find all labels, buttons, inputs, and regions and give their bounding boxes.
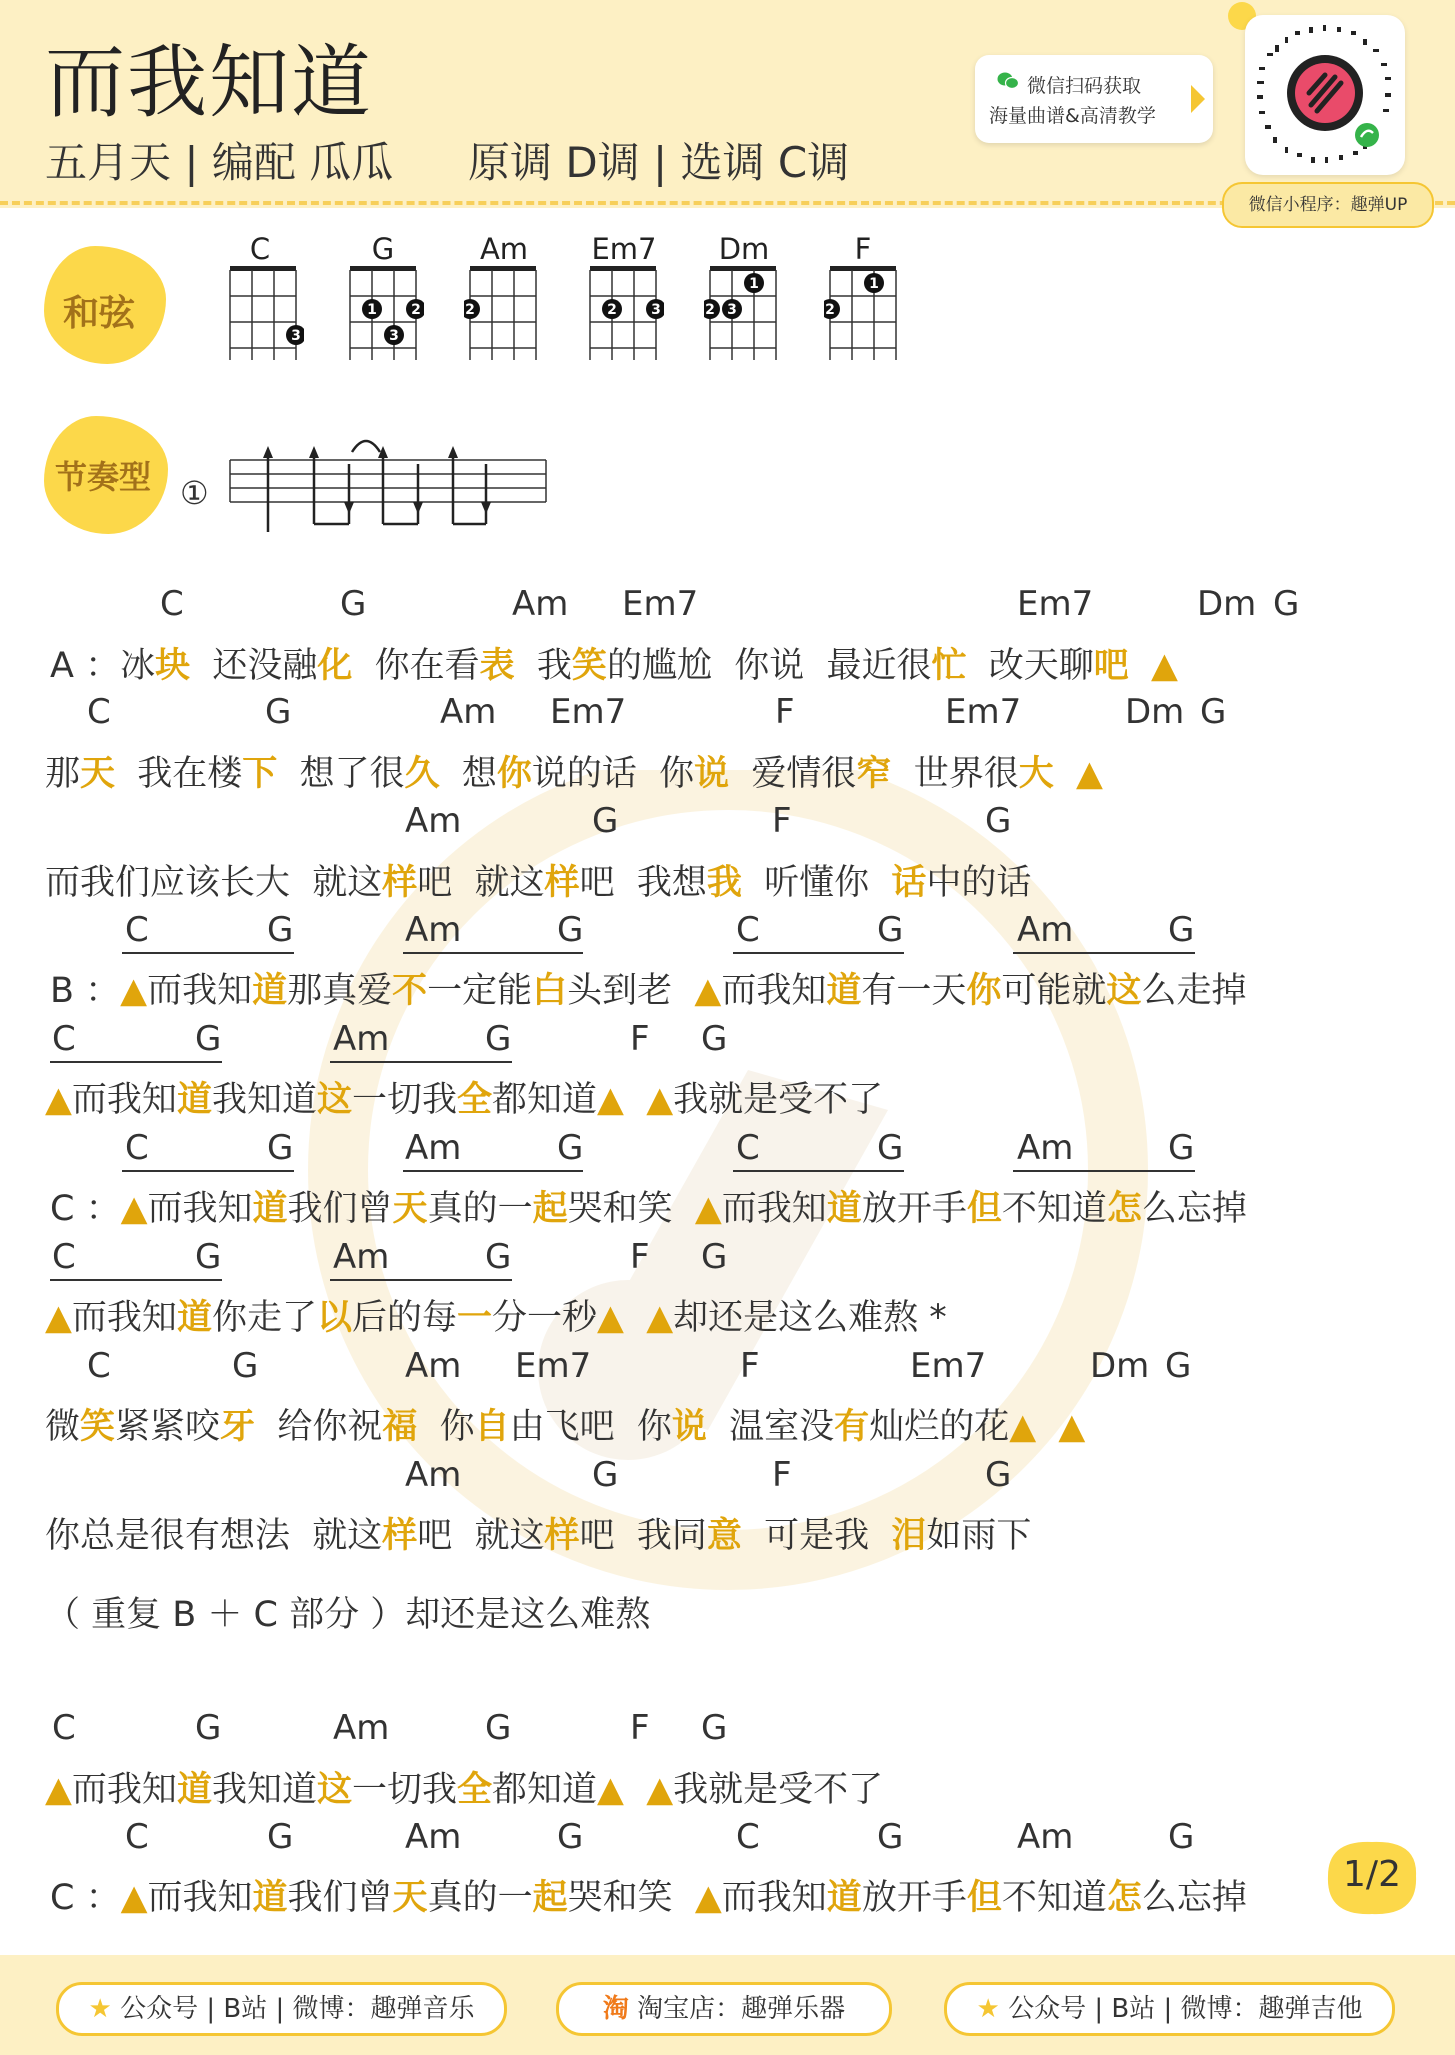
lyric-accent: 道 <box>176 1298 212 1338</box>
lyric-text: 都知道 <box>492 1770 598 1810</box>
lyric-text: 吧 我同 <box>579 1516 707 1556</box>
chord-span-underline <box>1013 1170 1195 1172</box>
chord-label: F <box>740 1346 760 1386</box>
lyric-accent: 久 <box>404 754 440 794</box>
lyric-line <box>45 1762 883 1812</box>
chord-name-g: G <box>371 232 395 266</box>
lyric-text <box>624 1298 646 1338</box>
chevron-right-icon <box>1191 85 1205 113</box>
promo-line-1: 微信扫码获取 <box>1027 75 1142 97</box>
lyric-accent: 道 <box>252 971 288 1011</box>
strum-triangle-icon: ▲ <box>1053 754 1103 794</box>
lyric-accent: 说 <box>671 1407 707 1447</box>
chord-label: G <box>592 801 619 841</box>
lyric-text: 一切我 <box>351 1770 457 1810</box>
lyric-accent: 起 <box>532 1189 568 1229</box>
chord-span-underline <box>733 952 904 954</box>
lyric-accent: 全 <box>457 1770 493 1810</box>
chord-name-em7: Em7 <box>591 232 657 266</box>
chord-label: F <box>772 801 792 841</box>
chord-diagram-am <box>464 262 544 370</box>
lyric-text: 放开手 <box>861 1189 967 1229</box>
lyric-text: 分一秒 <box>492 1298 598 1338</box>
lyric-accent: 表 <box>479 646 515 686</box>
chord-label: C <box>52 1237 76 1277</box>
finger-number: 2 <box>411 302 421 318</box>
chord-label: G <box>701 1237 728 1277</box>
chord-label: Am <box>333 1019 390 1059</box>
chord-label: Em7 <box>515 1346 592 1386</box>
lyric-text <box>624 1080 646 1120</box>
lyric-text: 我就是受不了 <box>673 1770 884 1810</box>
song-title: 而我知道 <box>45 36 373 129</box>
chord-label: Em7 <box>910 1346 987 1386</box>
lyric-line <box>50 638 1178 688</box>
lyric-text: 哭和笑 <box>567 1878 695 1918</box>
strum-triangle-icon: ▲ <box>597 1080 624 1120</box>
lyric-text: 世界很 <box>891 754 1019 794</box>
lyric-accent: 但 <box>966 1189 1002 1229</box>
promo-card[interactable] <box>975 55 1213 143</box>
lyric-text: 你总是很有想法 就这 <box>45 1516 383 1556</box>
lyric-text: 那真爱 <box>287 971 393 1011</box>
lyric-text: 你在看 <box>352 646 480 686</box>
lyric-text: 我在楼 <box>115 754 243 794</box>
lyric-text: 灿烂的花 <box>869 1407 1010 1447</box>
lyric-accent: 全 <box>457 1080 493 1120</box>
lyric-accent: 天 <box>392 1189 428 1229</box>
lyric-accent: 道 <box>826 1878 862 1918</box>
chord-label: G <box>1168 910 1195 950</box>
lyric-text: 微 <box>45 1407 81 1447</box>
lyric-accent: 我 <box>706 863 742 903</box>
lyric-text: 却还是这么难熬 * <box>673 1298 947 1338</box>
lyric-text: 可是我 <box>741 1516 892 1556</box>
strum-triangle-icon: ▲ <box>646 1770 674 1810</box>
chord-label: Am <box>405 1128 462 1168</box>
chord-label: G <box>485 1237 512 1277</box>
key-info: 原调 D调 | 选调 C调 <box>468 138 850 187</box>
chord-name-c: C <box>249 232 271 266</box>
chord-label: G <box>701 1708 728 1748</box>
footer-social-guitar[interactable] <box>944 1982 1395 2036</box>
chord-span-underline <box>122 1170 294 1172</box>
lyric-text: 而我知 <box>147 1878 253 1918</box>
lyric-text: 你 <box>417 1407 475 1447</box>
chord-label: G <box>267 1817 294 1857</box>
chord-label: Em7 <box>1017 584 1094 624</box>
lyric-text <box>1036 1407 1058 1447</box>
promo-line-2: 海量曲谱&高清教学 <box>989 105 1156 127</box>
lyric-accent: 牙 <box>220 1407 256 1447</box>
chord-label: G <box>985 1455 1012 1495</box>
lyric-accent: 怎 <box>1106 1878 1142 1918</box>
chord-label: F <box>630 1019 650 1059</box>
lyric-text: 吧 我想 <box>579 863 707 903</box>
chord-label: Am <box>333 1708 390 1748</box>
chord-diagram-c <box>224 262 304 370</box>
lyric-line <box>45 1399 1085 1449</box>
lyric-accent: 起 <box>532 1878 568 1918</box>
lyric-text: B ： <box>50 971 121 1011</box>
lyric-line <box>45 1290 947 1340</box>
taobao-icon: 淘 <box>602 1994 629 2024</box>
lyric-text: 紧紧咬 <box>115 1407 221 1447</box>
finger-number: 1 <box>749 276 759 292</box>
lyric-text: 么走掉 <box>1141 971 1247 1011</box>
chord-diagram-f <box>824 262 904 370</box>
lyric-text: 说的话 你 <box>531 754 695 794</box>
lyric-accent: 一 <box>457 1298 493 1338</box>
lyric-accent: 道 <box>826 971 862 1011</box>
lyric-accent: 你 <box>496 754 532 794</box>
chord-label: Dm <box>1125 692 1185 732</box>
chord-label: C <box>52 1019 76 1059</box>
chord-label: G <box>267 1128 294 1168</box>
chord-label: G <box>877 1128 904 1168</box>
chord-label: C <box>125 910 149 950</box>
lyric-accent: 自 <box>474 1407 510 1447</box>
chord-label: Dm <box>1197 584 1257 624</box>
lyric-accent: 笑 <box>80 1407 116 1447</box>
chord-label: F <box>630 1237 650 1277</box>
chord-label: G <box>267 910 294 950</box>
footer-taobao-label: 淘宝店：趣弹乐器 <box>637 1994 846 2024</box>
lyric-text: 温室没 <box>706 1407 835 1447</box>
lyric-line <box>50 1870 1247 1920</box>
chord-span-underline <box>50 1279 222 1281</box>
strum-triangle-icon: ▲ <box>1058 1407 1086 1447</box>
qr-code-icon <box>1245 15 1405 175</box>
lyric-text: 还没融 <box>190 646 318 686</box>
lyric-text: C ： <box>50 1189 121 1229</box>
chord-name-f: F <box>854 232 872 266</box>
chord-label: G <box>195 1237 222 1277</box>
chord-span-underline <box>403 1170 583 1172</box>
lyric-text: 真的一 <box>427 1189 533 1229</box>
chord-label: C <box>125 1128 149 1168</box>
wechat-icon <box>997 71 1019 91</box>
lyric-line <box>45 746 1103 796</box>
chord-label: G <box>1165 1346 1192 1386</box>
lyric-text: 听懂你 <box>741 863 892 903</box>
footer-social-music-label: 公众号 | B站 | 微博：趣弹音乐 <box>120 1994 475 2024</box>
lyric-accent: 道 <box>176 1080 212 1120</box>
chord-name-am: Am <box>479 232 529 266</box>
chord-label: G <box>557 1128 584 1168</box>
chord-diagram-g <box>344 262 424 370</box>
lyric-accent: 忙 <box>931 646 967 686</box>
strum-triangle-icon: ▲ <box>597 1770 624 1810</box>
lyric-text: 而我们应该长大 就这 <box>45 863 383 903</box>
lyric-line <box>50 1181 1247 1231</box>
lyric-text: 而我知 <box>71 1770 177 1810</box>
chord-name-dm: Dm <box>718 232 770 266</box>
chord-label: G <box>1168 1128 1195 1168</box>
finger-number: 3 <box>651 302 661 318</box>
lyric-text: 而我知 <box>71 1298 177 1338</box>
lyric-line <box>50 963 1246 1013</box>
strum-triangle-icon: ▲ <box>646 1298 674 1338</box>
lyric-accent: 样 <box>382 1516 418 1556</box>
strum-triangle-icon: ▲ <box>120 971 148 1011</box>
chord-label: G <box>877 1817 904 1857</box>
lyric-text: 哭和笑 <box>567 1189 695 1229</box>
chord-label: Am <box>405 910 462 950</box>
lyric-accent: 样 <box>544 863 580 903</box>
lyric-text: 如雨下 <box>926 1516 1032 1556</box>
chord-label: Am <box>440 692 497 732</box>
chord-label: F <box>630 1708 650 1748</box>
strum-triangle-icon: ▲ <box>120 1189 148 1229</box>
qr-code[interactable] <box>1245 15 1405 175</box>
lyric-text: 而我知 <box>147 971 253 1011</box>
footer-social-guitar-label: 公众号 | B站 | 微博：趣弹吉他 <box>1008 1994 1363 2024</box>
chord-label: G <box>265 692 292 732</box>
lyric-line <box>45 1072 883 1122</box>
chord-label: Am <box>405 801 462 841</box>
credit-line: 五月天 | 编配 瓜瓜 <box>45 138 394 187</box>
lyric-text: 改天聊 <box>966 646 1094 686</box>
finger-number: 1 <box>367 302 377 318</box>
lyric-accent: 下 <box>242 754 278 794</box>
chord-label: G <box>557 910 584 950</box>
chord-label: G <box>485 1708 512 1748</box>
chords-label: 和弦 <box>63 293 136 334</box>
lyric-accent: 不 <box>392 971 428 1011</box>
lyric-text: 吧 就这 <box>417 863 545 903</box>
chord-label: F <box>772 1455 792 1495</box>
lyric-accent: 样 <box>382 863 418 903</box>
lyric-text: 我们曾 <box>287 1189 393 1229</box>
lyric-text: 想 <box>439 754 497 794</box>
lyric-accent: 话 <box>891 863 927 903</box>
lyric-accent: 窄 <box>856 754 892 794</box>
chord-label: G <box>485 1019 512 1059</box>
rhythm-staff <box>228 424 548 564</box>
chord-label: Am <box>333 1237 390 1277</box>
repeat-note: （ 重复 B ＋ C 部分 ）却还是这么难熬 <box>45 1595 651 1635</box>
footer-taobao[interactable] <box>556 1982 892 2036</box>
lyric-text: 都知道 <box>492 1080 598 1120</box>
lyric-line <box>45 1508 1031 1558</box>
lyric-text: 吧 就这 <box>417 1516 545 1556</box>
chord-label: Am <box>1017 910 1074 950</box>
mini-program-badge[interactable]: 微信小程序：趣弹UP <box>1222 182 1434 228</box>
lyric-accent: 化 <box>317 646 353 686</box>
chord-label: G <box>340 584 367 624</box>
chord-label: Am <box>1017 1128 1074 1168</box>
finger-number: 1 <box>869 276 879 292</box>
lyric-text: 我们曾 <box>287 1878 393 1918</box>
lyric-accent: 大 <box>1018 754 1054 794</box>
chord-label: C <box>736 1128 760 1168</box>
strum-triangle-icon: ▲ <box>694 1878 722 1918</box>
chord-span-underline <box>50 1061 222 1063</box>
lyric-accent: 笑 <box>571 646 607 686</box>
lyric-text: 放开手 <box>861 1878 967 1918</box>
finger-number: 2 <box>607 302 617 318</box>
lyric-accent: 这 <box>316 1080 352 1120</box>
lyric-accent: 天 <box>80 754 116 794</box>
chord-label: Am <box>512 584 569 624</box>
rhythm-label: 节奏型 <box>55 458 152 496</box>
chord-span-underline <box>330 1061 512 1063</box>
finger-number: 2 <box>825 302 835 318</box>
chord-label: Am <box>405 1455 462 1495</box>
strum-triangle-icon: ▲ <box>45 1080 72 1120</box>
lyric-accent: 怎 <box>1106 1189 1142 1229</box>
lyric-accent: 福 <box>382 1407 418 1447</box>
lyric-text: 一定能 <box>427 971 533 1011</box>
strum-triangle-icon: ▲ <box>597 1298 624 1338</box>
lyric-text: 么忘掉 <box>1141 1878 1247 1918</box>
lyric-text: 我知道 <box>211 1770 317 1810</box>
strum-triangle-icon: ▲ <box>694 1189 722 1229</box>
chord-span-underline <box>1013 952 1195 954</box>
chord-span-underline <box>122 952 294 954</box>
chord-label: G <box>592 1455 619 1495</box>
page-number: 1/2 <box>1343 1854 1401 1895</box>
strum-triangle-icon: ▲ <box>694 971 722 1011</box>
chord-label: C <box>87 1346 111 1386</box>
chord-label: G <box>877 910 904 950</box>
lyric-text: 给你祝 <box>255 1407 383 1447</box>
lyric-text: 不知道 <box>1001 1878 1107 1918</box>
lyric-accent: 样 <box>544 1516 580 1556</box>
lyric-accent: 泪 <box>891 1516 927 1556</box>
chord-span-underline <box>403 952 583 954</box>
chord-label: C <box>87 692 111 732</box>
lyric-text: 头到老 <box>567 971 695 1011</box>
chord-label: Em7 <box>622 584 699 624</box>
chord-label: C <box>736 1817 760 1857</box>
chord-label: Am <box>405 1817 462 1857</box>
chord-label: Em7 <box>550 692 627 732</box>
lyric-text: 中的话 <box>926 863 1032 903</box>
lyric-text: 而我知 <box>721 1878 827 1918</box>
lyric-text: A ：冰 <box>50 646 156 686</box>
finger-number: 3 <box>291 328 301 344</box>
lyric-text: 的尴尬 你说 最近很 <box>606 646 932 686</box>
lyric-accent: 道 <box>252 1878 288 1918</box>
lyric-accent: 但 <box>966 1878 1002 1918</box>
lyric-text: 而我知 <box>147 1189 253 1229</box>
strum-triangle-icon: ▲ <box>45 1770 72 1810</box>
chord-label: G <box>701 1019 728 1059</box>
lyric-text <box>624 1770 646 1810</box>
finger-number: 2 <box>705 302 715 318</box>
chord-label: F <box>775 692 795 732</box>
lyric-accent: 白 <box>532 971 568 1011</box>
lyric-text: 那 <box>45 754 81 794</box>
chord-label: G <box>557 1817 584 1857</box>
chord-diagram-em7 <box>584 262 664 370</box>
chord-diagram-dm <box>704 262 784 370</box>
chord-label: Am <box>405 1346 462 1386</box>
chord-label: G <box>1200 692 1227 732</box>
lyric-accent: 意 <box>706 1516 742 1556</box>
star-icon: ★ <box>976 1994 1000 2024</box>
lyric-text: 不知道 <box>1001 1189 1107 1229</box>
strum-triangle-icon: ▲ <box>646 1080 674 1120</box>
rhythm-index: ① <box>180 474 209 512</box>
chord-label: C <box>736 910 760 950</box>
lyric-text: 我就是受不了 <box>673 1080 884 1120</box>
lyric-text: C ： <box>50 1878 121 1918</box>
lyric-text: 而我知 <box>721 1189 827 1229</box>
chord-label: C <box>52 1708 76 1748</box>
page-indicator <box>1318 1832 1426 1920</box>
chord-label: C <box>160 584 184 624</box>
chord-label: Dm <box>1090 1346 1150 1386</box>
chord-label: G <box>195 1708 222 1748</box>
chord-label: G <box>1168 1817 1195 1857</box>
lyric-accent: 道 <box>176 1770 212 1810</box>
star-icon: ★ <box>88 1994 112 2024</box>
lyric-text: 我知道 <box>211 1080 317 1120</box>
strum-triangle-icon: ▲ <box>1009 1407 1037 1447</box>
lyric-text: 真的一 <box>427 1878 533 1918</box>
chord-label: G <box>985 801 1012 841</box>
lyric-text: 爱情很 <box>729 754 857 794</box>
chord-label: G <box>1273 584 1300 624</box>
lyric-accent: 以 <box>316 1298 352 1338</box>
lyric-accent: 你 <box>966 971 1002 1011</box>
finger-number: 2 <box>465 302 475 318</box>
lyric-accent: 这 <box>1106 971 1142 1011</box>
lyric-accent: 吧 <box>1093 646 1129 686</box>
chord-label: G <box>232 1346 259 1386</box>
finger-number: 3 <box>727 302 737 318</box>
lyric-accent: 块 <box>155 646 191 686</box>
lyric-text: 么忘掉 <box>1141 1189 1247 1229</box>
strum-triangle-icon: ▲ <box>1128 646 1178 686</box>
chord-span-underline <box>733 1170 904 1172</box>
finger-number: 3 <box>389 328 399 344</box>
lyric-line <box>45 855 1031 905</box>
chord-label: Em7 <box>945 692 1022 732</box>
lyric-accent: 道 <box>252 1189 288 1229</box>
lyric-text: 一切我 <box>351 1080 457 1120</box>
footer-social-music[interactable] <box>56 1982 507 2036</box>
chord-label: C <box>125 1817 149 1857</box>
lyric-text: 有一天 <box>861 971 967 1011</box>
lyric-text: 我 <box>514 646 572 686</box>
lyric-text: 想了很 <box>277 754 405 794</box>
lyric-accent: 有 <box>834 1407 870 1447</box>
chord-label: G <box>195 1019 222 1059</box>
lyric-text: 而我知 <box>71 1080 177 1120</box>
lyric-text: 而我知 <box>721 971 827 1011</box>
lyric-accent: 这 <box>316 1770 352 1810</box>
strum-triangle-icon: ▲ <box>45 1298 72 1338</box>
chord-label: Am <box>1017 1817 1074 1857</box>
lyric-accent: 天 <box>392 1878 428 1918</box>
chord-span-underline <box>330 1279 512 1281</box>
strum-triangle-icon: ▲ <box>120 1878 148 1918</box>
lyric-accent: 道 <box>826 1189 862 1229</box>
lyric-text: 你走了 <box>211 1298 317 1338</box>
lyric-text: 后的每 <box>351 1298 457 1338</box>
lyric-accent: 说 <box>694 754 730 794</box>
lyric-text: 由飞吧 你 <box>509 1407 672 1447</box>
lyric-text: 可能就 <box>1001 971 1107 1011</box>
